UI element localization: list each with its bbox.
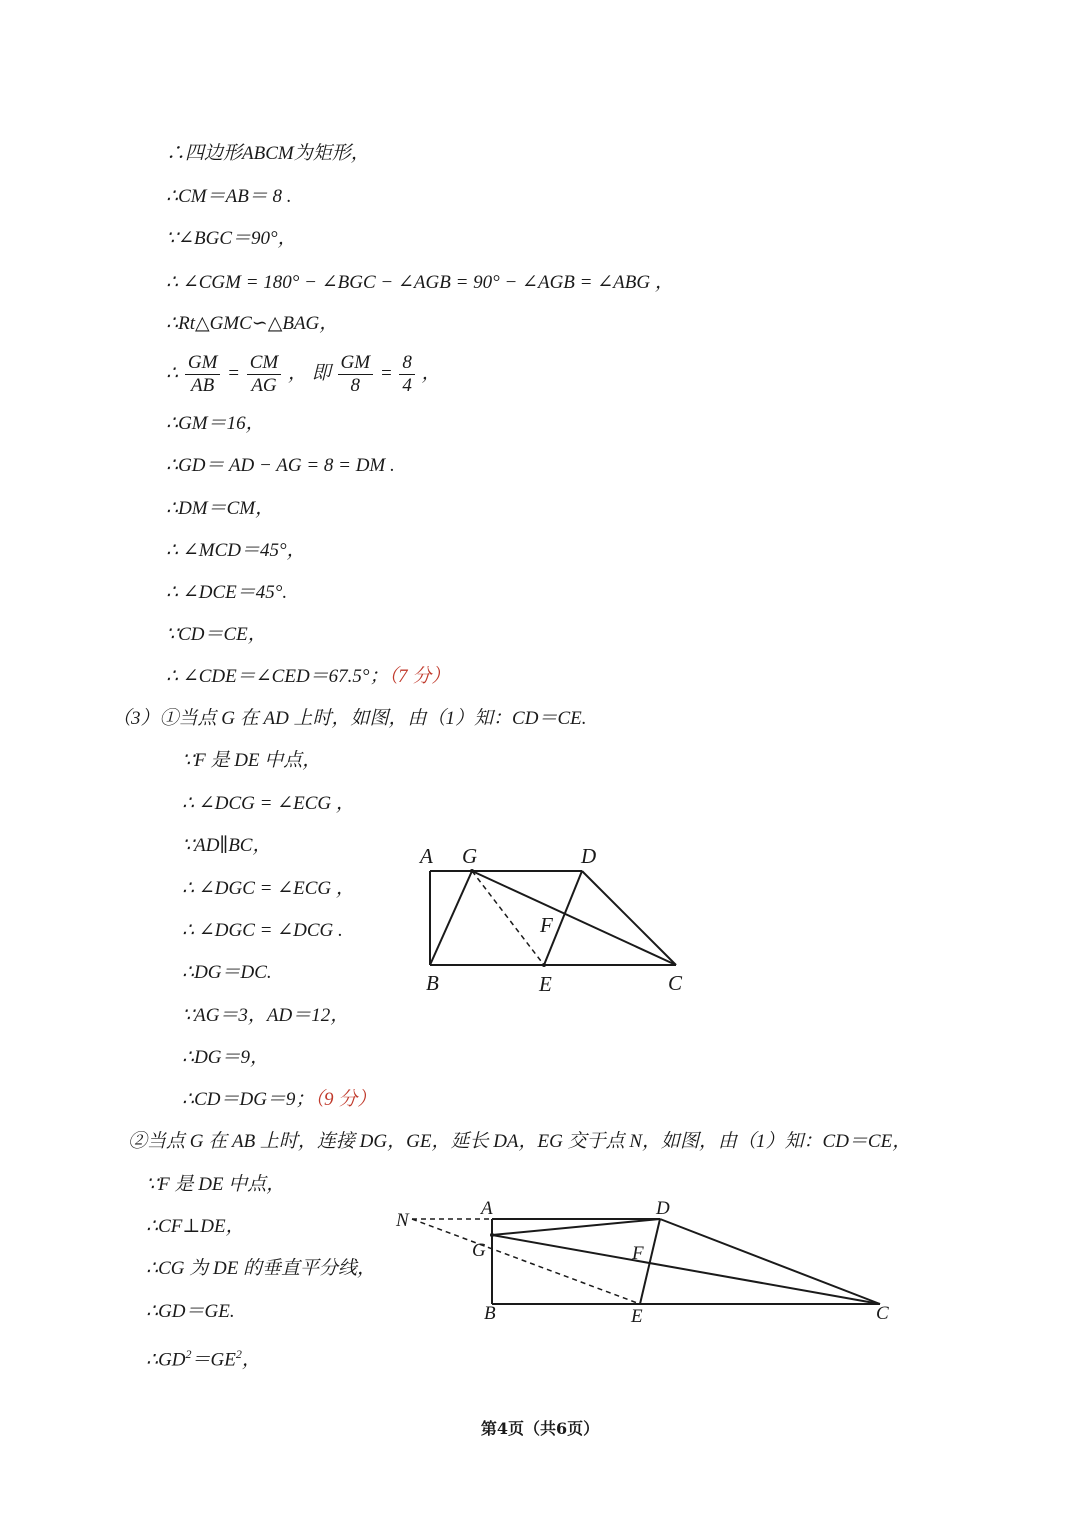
line-6-end: ， xyxy=(421,363,441,384)
line-4: ∴ ∠CGM = 180° − ∠BGC − ∠AGB = 90° − ∠AGB = ∠ABG ， xyxy=(166,272,674,293)
page-footer: 第4页（共6页） xyxy=(480,1419,600,1438)
line-29-prefix: ∴GD xyxy=(146,1349,186,1371)
fig2-label-a: A xyxy=(481,1198,493,1219)
fig1-segment-dc xyxy=(582,871,676,965)
line-6-mid: ， 即 xyxy=(287,363,331,384)
fraction-cm-ag: $\frac{CM}{AG}$ xyxy=(247,352,282,397)
superscript-1: 2 xyxy=(185,1347,192,1361)
line-23-text: ∴CD＝DG＝9； xyxy=(182,1089,315,1110)
fig1-label-f: F xyxy=(540,913,553,937)
line-22: ∴DG＝9， xyxy=(182,1047,270,1068)
line-13 xyxy=(166,665,450,689)
line-21: ∵AG＝3，AD＝12， xyxy=(182,1005,350,1026)
line-2: ∴CM＝AB＝ 8 . xyxy=(166,186,292,207)
fig2-label-c: C xyxy=(876,1303,889,1324)
fig1-label-e: E xyxy=(539,972,552,996)
line-27: ∴CG 为 DE 的垂直平分线， xyxy=(146,1258,377,1279)
line-13-text: ∴ ∠CDE＝∠CED＝67.5°； xyxy=(166,666,389,687)
fig1-label-d: D xyxy=(581,844,597,868)
fig1-segment-gc xyxy=(472,871,676,965)
geometry-figure-2 xyxy=(390,1195,900,1330)
equals-2: = xyxy=(379,363,393,384)
line-5: ∴Rt△GMC∽△BAG， xyxy=(166,313,339,334)
line-8: ∴GD＝ AD − AG = 8 = DM . xyxy=(166,455,395,476)
line-18: ∴ ∠DGC = ∠ECG ， xyxy=(182,878,355,899)
line-29-end: ， xyxy=(241,1349,261,1371)
fig1-label-b: B xyxy=(426,971,439,995)
fig2-segment-gc xyxy=(492,1235,880,1304)
line-7: ∴GM＝16， xyxy=(166,413,265,434)
line-6-prefix: ∴ xyxy=(166,363,179,384)
line-10: ∴ ∠MCD＝45°， xyxy=(166,540,306,561)
line-29-mid: ＝GE xyxy=(191,1349,236,1371)
line-29 xyxy=(146,1342,261,1372)
fig2-label-b: B xyxy=(484,1303,496,1324)
line-12: ∵CD＝CE， xyxy=(166,624,267,645)
superscript-2: 2 xyxy=(235,1347,242,1361)
fig1-label-c: C xyxy=(668,971,683,995)
fig1-segment-ge-dashed xyxy=(472,871,544,965)
score-9: （9 分） xyxy=(314,1089,377,1110)
equals-1: = xyxy=(227,363,240,384)
line-15: ∵F 是 DE 中点， xyxy=(182,750,322,771)
line-16: ∴ ∠DCG = ∠ECG ， xyxy=(182,793,355,814)
line-14: （3）①当点 G 在 AD 上时，如图，由（1）知：CD＝CE. xyxy=(112,708,587,729)
line-26: ∴CF⊥DE， xyxy=(146,1216,245,1237)
geometry-figure-1 xyxy=(410,840,710,1000)
line-3: ∵∠BGC＝90°， xyxy=(166,228,297,249)
fig1-segment-bg xyxy=(430,871,472,965)
fraction-gm-ab: $\frac{GM}{AB}$ xyxy=(185,352,221,397)
fig1-label-g: G xyxy=(462,844,478,868)
fig1-point-g xyxy=(470,869,474,873)
line-23 xyxy=(182,1088,376,1112)
fig2-label-g: G xyxy=(472,1240,486,1261)
fig1-point-e xyxy=(542,963,546,967)
line-11: ∴ ∠DCE＝45°. xyxy=(166,582,288,603)
line-6-fraction-equation xyxy=(166,350,441,398)
fraction-8-4: $\frac{8}{4}$ xyxy=(399,352,415,397)
fig2-segment-gd xyxy=(492,1219,660,1235)
fig1-label-a: A xyxy=(420,844,433,868)
line-28: ∴GD＝GE. xyxy=(146,1301,235,1322)
fig2-label-f: F xyxy=(632,1243,644,1264)
line-25: ∵F 是 DE 中点， xyxy=(146,1174,286,1195)
fig2-point-g xyxy=(490,1233,494,1237)
fig2-segment-dc xyxy=(660,1219,880,1304)
score-7: （7 分） xyxy=(388,666,451,687)
fraction-gm-8: $\frac{GM}{8}$ xyxy=(338,352,374,397)
line-20: ∴DG＝DC. xyxy=(182,962,272,983)
line-1: ∴四边形ABCM为矩形， xyxy=(166,143,370,164)
line-24: ②当点 G 在 AB 上时，连接 DG，GE，延长 DA，EG 交于点 N，如图，由（1）知：CD＝CE， xyxy=(128,1131,912,1152)
fig2-label-n: N xyxy=(396,1210,409,1231)
fig2-label-d: D xyxy=(656,1198,670,1219)
line-17: ∵AD∥BC， xyxy=(182,835,272,856)
line-9: ∴DM＝CM， xyxy=(166,498,275,519)
line-19: ∴ ∠DGC = ∠DCG . xyxy=(182,920,343,941)
fig2-label-e: E xyxy=(631,1306,643,1327)
